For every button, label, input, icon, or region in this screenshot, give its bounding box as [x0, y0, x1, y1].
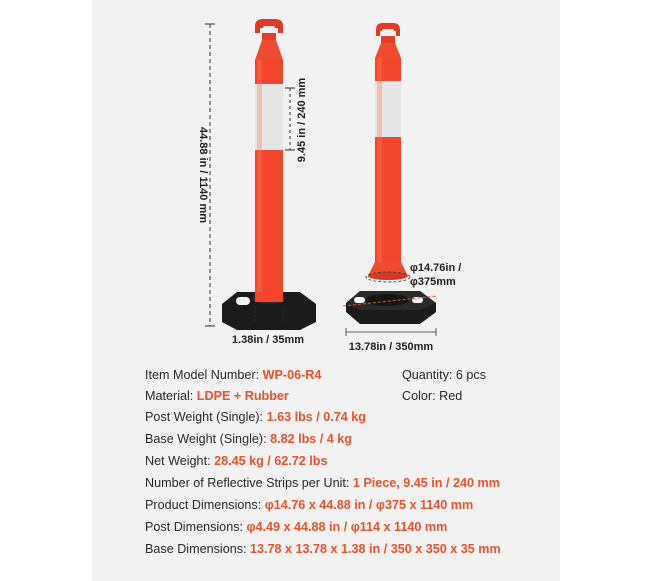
top-diameter-mm-label: φ375mm [410, 276, 456, 288]
spec-base-dimensions: Base Dimensions: 13.78 x 13.78 x 1.38 in / 350 x 350 x 35 mm [145, 542, 501, 556]
spec-base-weight: Base Weight (Single): 8.82 lbs / 4 kg [145, 432, 352, 446]
strip-length-label: 9.45 in / 240 mm [296, 77, 308, 163]
spec-post-weight: Post Weight (Single): 1.63 lbs / 0.74 kg [145, 410, 366, 424]
base-width-label: 13.78in / 350mm [348, 341, 434, 353]
base-width-dimension [346, 328, 436, 336]
post-bottom-label: 1.38in / 35mm [231, 334, 305, 346]
spec-item-model: Item Model Number: WP-06-R4 [145, 368, 322, 382]
spec-reflective-strips: Number of Reflective Strips per Unit: 1 Piece, 9.45 in / 240 mm [145, 476, 500, 490]
left-post [222, 19, 316, 330]
top-diameter-label: φ14.76in / [410, 262, 462, 274]
spec-color: Color: Red [402, 389, 463, 403]
spec-net-weight: Net Weight: 28.45 kg / 62.72 lbs [145, 454, 328, 468]
height-label: 44.88 in / 1140 mm [197, 126, 209, 224]
spec-material: Material: LDPE + Rubber [145, 389, 289, 403]
strip-dimension-line [285, 88, 295, 150]
spec-post-dimensions: Post Dimensions: φ4.49 x 44.88 in / φ114 x 1140 mm [145, 520, 448, 534]
spec-product-dimensions: Product Dimensions: φ14.76 x 44.88 in / φ375 x 1140 mm [145, 498, 474, 512]
right-base [343, 291, 437, 324]
right-post [368, 23, 408, 280]
spec-quantity: Quantity: 6 pcs [402, 368, 487, 382]
